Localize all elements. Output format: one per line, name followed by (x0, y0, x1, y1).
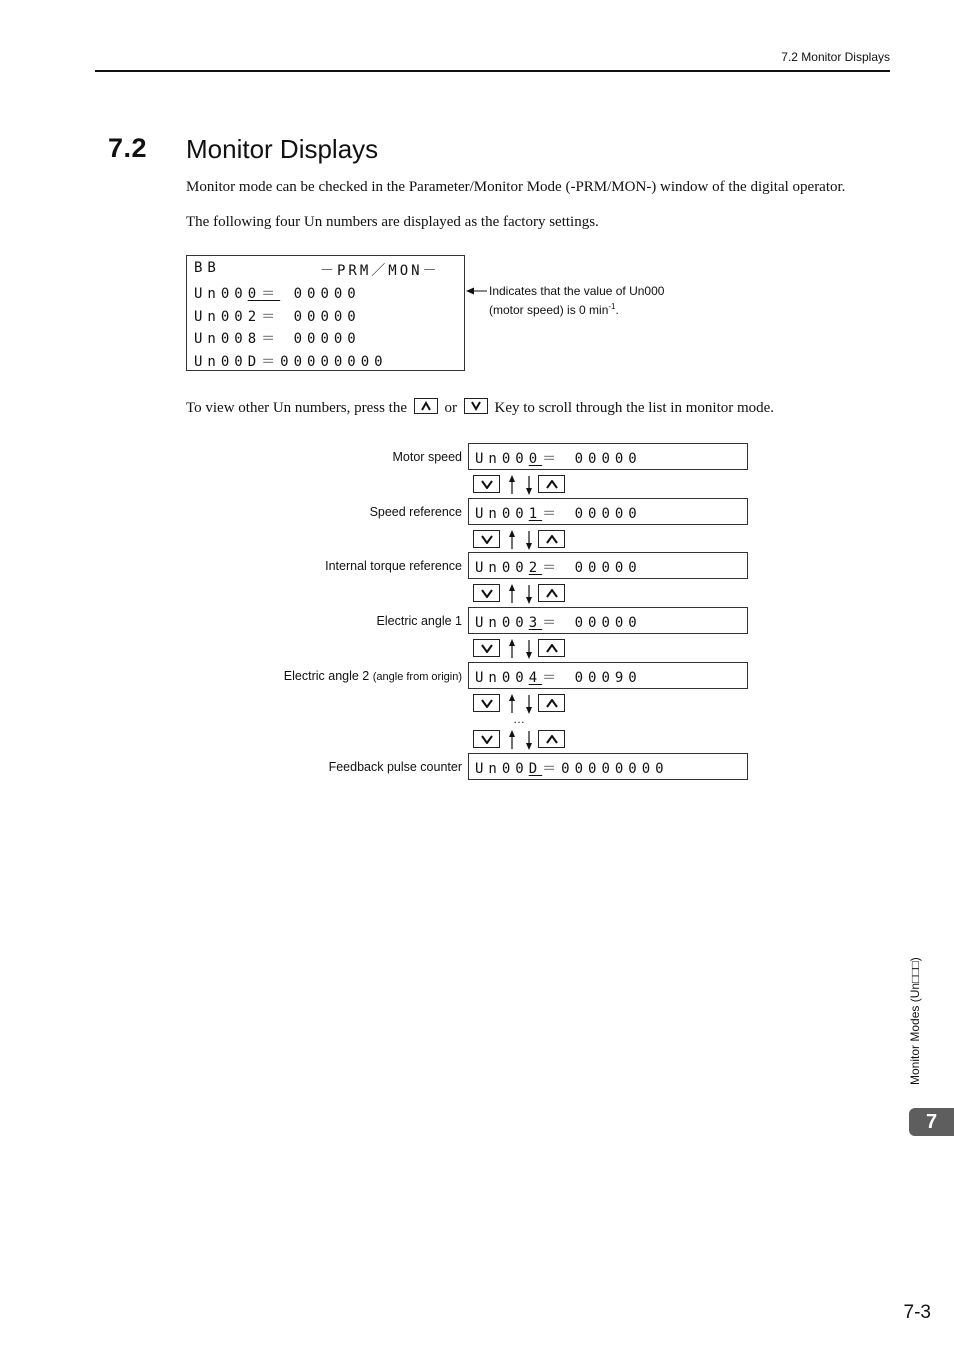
monitor-label: Speed reference (369, 505, 462, 519)
monitor-label: Feedback pulse counter (328, 760, 462, 774)
chapter-side-tab-label: Monitor Modes (Un□□□) (908, 957, 922, 1085)
down-key-icon (473, 475, 500, 493)
monitor-display: Un004＝ 00090 (468, 662, 748, 689)
down-key-icon (473, 639, 500, 657)
monitor-label: Electric angle 1 (376, 614, 462, 628)
down-key-icon (473, 530, 500, 548)
down-key-icon (473, 730, 500, 748)
intro-paragraph: Monitor mode can be checked in the Parameter/Monitor Mode (-PRM/MON-) window of the digital operator. (186, 179, 846, 195)
cursor-digit: 0 (528, 451, 543, 467)
scroll-keys-row (473, 730, 568, 750)
up-key-icon (538, 475, 565, 493)
up-key-icon (538, 584, 565, 602)
cursor-digit: D (528, 761, 543, 777)
lcd-row: Un002＝ 00000 (194, 309, 361, 325)
cursor-digit: 3 (528, 615, 543, 631)
up-key-icon (538, 639, 565, 657)
page-number: 7-3 (903, 1302, 931, 1323)
scroll-keys-row (473, 639, 568, 659)
scroll-keys-row (473, 475, 568, 495)
monitor-display: Un002＝ 00000 (468, 552, 748, 579)
cursor-digit: 4 (528, 670, 543, 686)
section-number: 7.2 (108, 133, 148, 163)
left-arrow-icon (466, 285, 488, 297)
monitor-display: Un00D＝00000000 (468, 753, 748, 780)
monitor-display: Un001＝ 00000 (468, 498, 748, 525)
down-key-icon (473, 694, 500, 712)
lcd-row: Un00D＝00000000 (194, 354, 388, 370)
lcd-mode-indicator: －PRM／MON－ (320, 263, 440, 279)
section-title: Monitor Displays (186, 134, 379, 164)
annotation-text: Indicates that the value of Un000 (motor speed) is 0 $\min^{-1}$. (489, 284, 665, 317)
up-down-arrows-icon (509, 730, 537, 755)
up-down-arrows-icon (509, 639, 537, 664)
monitor-display: Un000＝ 00000 (468, 443, 748, 470)
monitor-label: Internal torque reference (325, 559, 462, 573)
scroll-keys-row (473, 584, 568, 604)
ellipsis: … (513, 712, 525, 726)
up-key-icon (538, 730, 565, 748)
lcd-row: Un008＝ 00000 (194, 331, 361, 347)
header-rule (95, 70, 890, 72)
up-key-icon (538, 694, 565, 712)
monitor-display: Un003＝ 00000 (468, 607, 748, 634)
lcd-row: Un000＝ 00000 (194, 286, 361, 302)
cursor-digit: 1 (528, 506, 543, 522)
down-key-icon (464, 398, 488, 414)
down-key-icon (473, 584, 500, 602)
scroll-keys-row (473, 694, 568, 714)
up-down-arrows-icon (509, 475, 537, 500)
scroll-instruction: To view other Un numbers, press the or Key to scroll through the list in monitor mode. (186, 400, 775, 416)
up-down-arrows-icon (509, 694, 537, 719)
running-header: 7.2 Monitor Displays (781, 50, 890, 64)
up-down-arrows-icon (509, 530, 537, 555)
lcd-status-left: BB (194, 260, 221, 276)
scroll-keys-row (473, 530, 568, 550)
up-key-icon (414, 398, 438, 414)
chapter-tab: 7 (909, 1108, 954, 1136)
up-down-arrows-icon (509, 584, 537, 609)
monitor-label: Motor speed (392, 450, 462, 464)
up-key-icon (538, 530, 565, 548)
factory-settings-paragraph: The following four Un numbers are displayed as the factory settings. (186, 214, 599, 230)
cursor-digit: 0 (247, 286, 262, 302)
lcd-display-panel (186, 255, 465, 371)
monitor-label: Electric angle 2 (angle from origin) (283, 669, 462, 683)
cursor-digit: 2 (528, 560, 543, 576)
